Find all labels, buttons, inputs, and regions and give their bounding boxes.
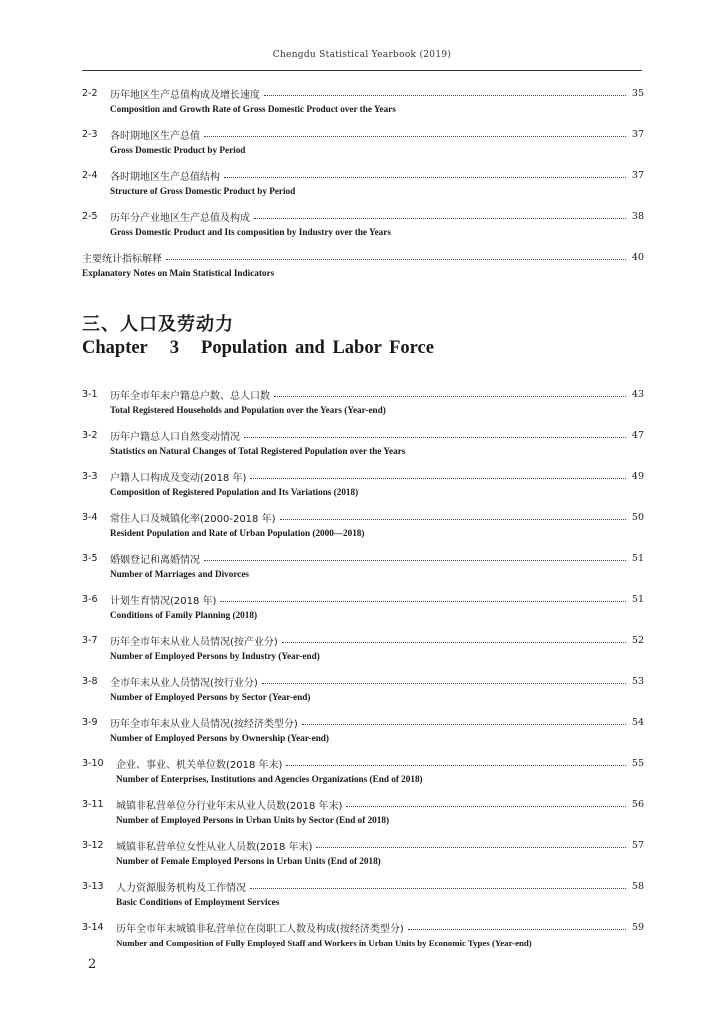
toc-entry[interactable] [82,590,644,631]
toc-entry[interactable] [82,795,644,836]
leader-dots [244,436,626,438]
toc-entry[interactable] [82,713,644,754]
entry-number: 3-13 [82,880,104,892]
toc-list-chapter-2 [82,84,644,289]
entry-number: 3-10 [82,757,104,769]
entry-title-zh: 城镇非私营单位分行业年末从业人员数(2018 年末) [116,800,343,812]
entry-page: 43 [631,388,644,400]
entry-number: 3-4 [82,511,98,523]
entry-title-en: Number of Employed Persons by Sector (Year-end) [110,692,311,702]
entry-number: 3-12 [82,839,104,851]
toc-list-chapter-3 [82,385,644,959]
leader-dots [220,600,626,602]
entry-title-zh: 企业、事业、机关单位数(2018 年末) [116,759,283,771]
entry-title-zh: 计划生育情况(2018 年) [110,595,217,607]
entry-page: 49 [631,470,644,482]
toc-entry[interactable] [82,166,644,207]
entry-page: 51 [631,593,644,605]
entry-number: 3-9 [82,716,98,728]
entry-title-en: Basic Conditions of Employment Services [116,897,280,907]
entry-page: 57 [631,839,644,851]
entry-page: 40 [631,251,644,263]
entry-title-zh: 常住人口及城镇化率(2000-2018 年) [110,513,276,525]
chapter-title-zh: 三、人口及劳动力 [82,314,234,335]
entry-title-en: Number of Employed Persons by Industry (Year-end) [110,651,320,661]
entry-page: 59 [631,921,644,933]
entry-title-zh: 婚姻登记和离婚情况 [110,554,200,566]
entry-title-zh: 历年全市年末城镇非私营单位在岗职工人数及构成(按经济类型分) [116,923,404,935]
chapter-number: 3 [169,338,180,358]
toc-entry[interactable] [82,754,644,795]
leader-dots [286,764,626,766]
entry-title-zh: 历年户籍总人口自然变动情况 [110,431,240,443]
toc-entry[interactable] [82,467,644,508]
leader-dots [408,928,626,930]
entry-title-zh: 城镇非私营单位女性从业人员数(2018 年末) [116,841,313,853]
entry-title-en: Gross Domestic Product and Its composition by Industry over the Years [110,227,391,237]
leader-dots [204,559,626,561]
leader-dots [316,846,626,848]
entry-title-zh: 人力资源服务机构及工作情况 [116,882,246,894]
entry-number: 3-8 [82,675,98,687]
entry-title-en: Number of Employed Persons in Urban Units by Sector (End of 2018) [116,815,390,825]
entry-number: 3-3 [82,470,98,482]
entry-page: 52 [631,634,644,646]
entry-number: 2-4 [82,169,98,181]
entry-title-en: Explanatory Notes on Main Statistical Indicators [82,268,275,278]
entry-title-en: Resident Population and Rate of Urban Population (2000—2018) [110,528,365,538]
entry-number: 3-5 [82,552,98,564]
entry-page: 38 [631,210,644,222]
leader-dots [250,887,626,889]
entry-title-en: Number and Composition of Fully Employed Staff and Workers in Urban Units by Economic Types (Year-end) [116,938,532,948]
leader-dots [204,135,626,137]
entry-number: 2-3 [82,128,98,140]
leader-dots [254,217,626,219]
toc-entry[interactable] [82,207,644,248]
entry-title-zh: 各时期地区生产总值结构 [110,171,220,183]
chapter-title-en [82,338,434,359]
leader-dots [302,723,626,725]
entry-title-zh: 历年分产业地区生产总值及构成 [110,212,250,224]
toc-entry[interactable] [82,125,644,166]
toc-entry[interactable] [82,631,644,672]
toc-entry[interactable] [82,877,644,918]
toc-entry[interactable] [82,672,644,713]
chapter-name: Population and Labor Force [201,338,434,358]
entry-number: 2-5 [82,210,98,222]
entry-title-en: Structure of Gross Domestic Product by Period [110,186,296,196]
entry-page: 50 [631,511,644,523]
entry-page: 56 [631,798,644,810]
entry-title-zh: 全市年末从业人员情况(按行业分) [110,677,258,689]
toc-entry[interactable] [82,385,644,426]
entry-number: 2-2 [82,87,98,99]
toc-entry-notes[interactable] [82,248,644,289]
leader-dots [264,94,626,96]
entry-title-zh: 历年全市年末从业人员情况(按经济类型分) [110,718,298,730]
entry-number: 3-1 [82,388,98,400]
leader-dots [166,258,626,260]
page-number: 2 [88,957,97,972]
toc-entry[interactable] [82,426,644,467]
entry-title-zh: 历年全市年末从业人员情况(按产业分) [110,636,278,648]
leader-dots [224,176,626,178]
toc-entry[interactable] [82,918,644,959]
leader-dots [280,518,627,520]
entry-title-en: Total Registered Households and Population over the Years (Year-end) [110,405,386,415]
leader-dots [274,395,626,397]
entry-title-zh: 户籍人口构成及变动(2018 年) [110,472,247,484]
entry-page: 54 [631,716,644,728]
entry-page: 53 [631,675,644,687]
toc-entry[interactable] [82,508,644,549]
entry-title-en: Number of Female Employed Persons in Urban Units (End of 2018) [116,856,381,866]
entry-title-zh: 主要统计指标解释 [82,253,162,265]
entry-number: 3-7 [82,634,98,646]
entry-page: 55 [631,757,644,769]
leader-dots [282,641,626,643]
entry-number: 3-14 [82,921,104,933]
entry-page: 51 [631,552,644,564]
leader-dots [346,805,626,807]
entry-title-en: Conditions of Family Planning (2018) [110,610,258,620]
entry-title-en: Composition and Growth Rate of Gross Domestic Product over the Years [110,104,396,114]
leader-dots [250,477,626,479]
entry-number: 3-11 [82,798,104,810]
leader-dots [262,682,626,684]
entry-title-zh: 历年全市年末户籍总户数、总人口数 [110,390,270,402]
entry-title-en: Gross Domestic Product by Period [110,145,246,155]
entry-title-en: Number of Marriages and Divorces [110,569,249,579]
toc-entry[interactable] [82,549,644,590]
entry-number: 3-6 [82,593,98,605]
toc-entry[interactable] [82,84,644,125]
entry-title-en: Statistics on Natural Changes of Total Registered Population over the Years [110,446,406,456]
entry-number: 3-2 [82,429,98,441]
entry-page: 35 [631,87,644,99]
entry-title-en: Number of Employed Persons by Ownership (Year-end) [110,733,329,743]
entry-page: 37 [631,169,644,181]
entry-title-en: Number of Enterprises, Institutions and Agencies Organizations (End of 2018) [116,774,423,784]
entry-title-en: Composition of Registered Population and Its Variations (2018) [110,487,359,497]
entry-page: 47 [631,429,644,441]
entry-title-zh: 各时期地区生产总值 [110,130,200,142]
entry-page: 58 [631,880,644,892]
header-rule [82,70,642,71]
entry-page: 37 [631,128,644,140]
toc-entry[interactable] [82,836,644,877]
running-header: Chengdu Statistical Yearbook (2019) [272,50,452,60]
entry-title-zh: 历年地区生产总值构成及增长速度 [110,89,260,101]
chapter-word: Chapter [82,338,148,358]
